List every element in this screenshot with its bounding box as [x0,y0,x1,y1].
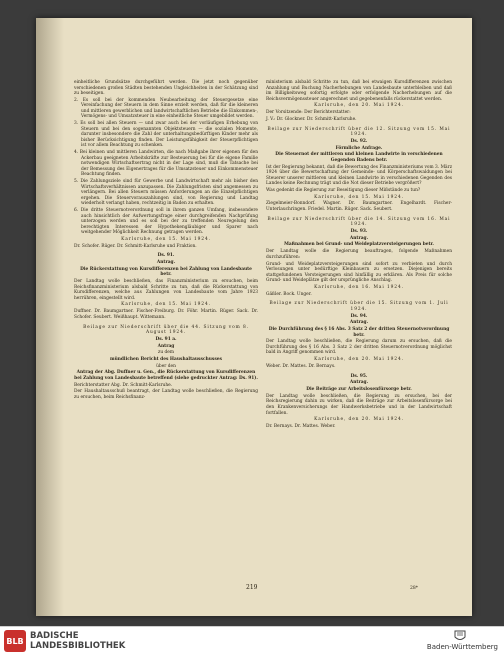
left-column [74,80,258,402]
paragraph: Berichterstatter Abg. Dr. Schmitt-Karlsruhe. [74,382,173,388]
paragraph: Grund- und Weideplatzversteigerungen sind sofort zu verbieten und durch Verlosungen unter bedürftige Kleinbauern zu ersetzen. Diejenigen bereits stattgefundenen Versteigerungen sind hinfällig zu erklären. Als Preis für solche Grund- und Weideplätze gilt der ursprüngliche Anschlag. [266,261,452,284]
section-heading: Die Steuernot der mittleren und kleinen Landwirte in verschiedenen Gegenden Badens betr. [275,152,443,163]
page-number: 219 [246,584,258,591]
section-heading: Die Rückerstattung von Kursdifferenzen bei Zahlung von Landesbaute betr. [80,266,252,278]
section-heading: Die Beiträge zur Arbeitslosenfürsorge betr. [306,387,412,393]
dateline: Karlsruhe, den 20. Mai 1924. [314,103,404,109]
dateline: Karlsruhe, den 20. Mai 1924. [314,417,404,423]
library-footer [0,626,504,655]
section-heading: Antrag. [349,380,369,386]
centered-line: über den [156,363,176,369]
printer-signature: 28* [410,586,418,591]
right-column [266,80,452,431]
centered-line: zu dem [158,350,174,356]
section-heading: Ds. 91 a. [155,336,177,342]
section-heading: Ds. 94. [350,313,368,319]
paragraph: J. V.: Dr. Glockner. Dr. Schmitt-Karlsruhe. [266,116,357,122]
document-page [36,18,472,616]
blb-logo[interactable]: BLB [4,630,26,652]
paragraph: Dr. Schofer. Rüger. Dr. Schmitt-Karlsruhe und Fraktion. [74,243,197,249]
section-heading: mündlichen Bericht des Haushaltausschusses [109,356,223,362]
section-heading: Ds. 91. [157,253,175,259]
dateline: Beilage zur Niederschrift über die 44. Sitzung vom 8. August 1924. [83,324,249,336]
paragraph: Der Vorsitzende: Der Berichterstatter: [266,110,351,116]
numbered-paragraph: 6. Die dritte Steuernotverordnung soll in ihrem ganzen Umfang, insbesondere auch hinsichtlich der Aufwertungsfrage einer durchgreifenden Nachprüfung unterzogen werden und es soll bei der zu treffenden Neuregelung den berechtigten Interessen der Hypothekengläubiger und Sparer nach weitgehender Möglichkeit Rechnung getragen werden. [74,207,258,236]
paragraph: Der Landtag wolle beschließen, die Regierung darum zu ersuchen, daß die Durchführung des § 16 Abs. 3 Satz 2 der dritten Steuernotverordnung möglichst bald in Angriff genommen wird. [266,339,452,356]
numbered-paragraph: 5. Die Zahlungsziele sind für Gewerbe und Landwirtschaft mehr als bisher den Wirtschaftsverhältnissen anzupassen. Die Zahlungsfristen sind angemessen zu verlängern. Bei allen Steuern müssen Anforderungen an die Einzelpflichtigen ergehen. Die Steuervorauszahlungen sind, von Regierung und Landtag wiederholt verlangt haben, rechtzeitig in Baden zu erhalten. [74,179,258,207]
section-heading: Ds. 93. [350,229,368,235]
paragraph: Ziegelmeier-Bonndorf. Wagner. Dr. Baumgartner. Engelhardt. Fischer-Unterlauchringen. Friedel. Martin. Rüger. Sack. Seubert. [266,201,452,212]
paragraph: Der Landtag wolle die Regierung beauftragen, folgende Maßnahmen durchzuführen: [266,249,452,260]
paragraph: Der Landtag wolle beschließen, das Finanzministerium zu ersuchen, beim Reichsfinanzministerium alsbald Schritte zu tun, daß die Rückerstattung von Kursdifferenzen, welche aus Zahlungen von Landesbaute vom Jahre 1923 herrühren, eingestellt wird. [74,279,258,301]
numbered-paragraph: 4. Bei kleinen und mittleren Landwirten, die nach Maßgabe ihrer eigenen für den Ackerbau geeigneten Arbeitskräfte zur Besteuerung bei für die eigene Familie notwendigen Wirtschaftsertrag nicht in der Lage sind, muß die Tatsache bei der Bemessung des Eigenertrages für die Umsatzsteuer und Einkommensteuer Beachtung finden. [74,150,258,178]
dateline: Karlsruhe, den 15. Mai 1924. [121,302,211,308]
section-heading: Antrag der Abg. Duffner u. Gen., die Rückerstattung von Kursdifferenzen bei Zahlung von Landesbaute betreffend (siehe gedruckter Antrag: Ds. 91). [74,370,258,381]
library-name-line2: LANDESBIBLIOTHEK [30,641,126,651]
paragraph: Duffner. Dr. Baumgartner. Fischer-Freiburg. Dr. Föhr. Martin. Rüger. Sack. Dr. Schofer. Seubert. Weißhaupt. Wittemann. [74,309,258,320]
numbered-paragraph: 3. Es soll bei allen Steuern — und zwar auch bei der vorläufigen Erhebung von Steuern und bei den sogenannten Objektsteuern — die sozialen Momente, darunter insbesondere die Zahl der unterhaltungsbedürftigen Kinder mehr als bisher Berücksichtigung finden. Der Leistungsfähigkeit der Steuerpflichtigen ist vor allem Beachtung zu schenken. [74,121,258,149]
coat-of-arms-icon [452,629,468,643]
paragraph: Ist der Regierung bekannt, daß die Bewertung des Finanzministeriums vom 3. März 1924 über die Bewertschaftung der Gemeinde- und Körperschaftswaldungen bei Steuerer unserer mittleren und kleinen Landwirte in verschiedenen Gegenden des Landes keine Rechnung trägt und die Not dieser Betriebe vergrößert? [266,164,452,187]
dateline: Beilage zur Niederschrift über die 12. Sitzung vom 15. Mai 1924. [267,126,451,138]
dateline: Beilage zur Niederschrift über die 14. Sitzung vom 16. Mai 1924. [267,216,451,228]
paragraph: Gäßler. Bock. Unger. [266,291,312,297]
dateline: Karlsruhe, den 15. Mai 1924. [314,194,404,200]
dateline: Karlsruhe, den 16. Mai 1924. [314,284,404,290]
paragraph: Was gedenkt die Regierung zur Beseitigung dieser Mißstände zu tun? [266,187,421,193]
region-label: Baden-Württemberg [426,643,498,651]
paragraph: Weber. Dr. Mattes. Dr. Bernays. [266,363,336,369]
paragraph: einheitliche Grundsätze durchgeführt werden. Die jetzt noch gegenüber verschiedenen großen Städten bestehenden Ungleichheiten in der Schätzung sind zu beseitigen. [74,80,258,97]
section-heading: Antrag. [349,235,369,241]
dateline: Karlsruhe, den 20. Mai 1924. [314,357,404,363]
section-heading: Ds. 95. [350,373,368,379]
section-heading: Ds. 92. [350,138,368,144]
numbered-paragraph: 2. Es soll bei der kommenden Neubearbeitung der Steuergesetze eine Vereinfachung der Steuern in dem Sinne erzielt werden, daß für die kleineren und mittleren gewerblichen und landwirtschaftlichen Betriebe die Einkommen-, Vermögens- und Umsatzsteuer in eine einheitliche Steuer umgebildet werden. [74,97,258,120]
section-heading: Die Durchführung des § 16 Abs. 3 Satz 2 der dritten Steuernotverordnung betr. [268,327,450,338]
library-name[interactable] [30,631,125,651]
library-name-line1: BADISCHE [30,631,79,641]
section-heading: Förmliche Anfrage. [335,145,383,151]
paragraph: Der Haushaltausschuß beantragt, der Landtag wolle beschließen, die Regierung zu ersuchen, beim Reichsfinanz- [74,389,258,401]
section-heading: Antrag. [349,320,369,326]
paragraph: ministerium alsbald Schritte zu tun, daß bei etwaigen Kursdifferenzen zwischen Anzahlung und Buchung Nacherhebungen von Landesbaute unterbleiben und daß im Billigkeitsweg sofortig erfolgte oder erfolgende Nacherhebungen auf die Reichsvermögenssteuer angerechnet und gegebenenfalls rückerstattet werden. [266,80,452,102]
dateline: Beilage zur Niederschrift über die 15. Sitzung vom 1. Juli 1924. [269,301,449,312]
paragraph: Dr. Bernays. Dr. Mattes. Weber. [266,423,336,429]
section-heading: Antrag [157,343,175,349]
dateline: Karlsruhe, den 15. Mai 1924. [121,236,211,242]
paragraph: Der Landtag wolle beschließen, die Regierung zu ersuchen, bei der Reichsregierung dahin zu wirken, daß die Beiträge zur Arbeitslosenfürsorge bei den Krankenversicherungs der Handwerksbetriebe und in der Landwirtschaft fortfallen. [266,393,452,416]
section-heading: Antrag. [156,260,176,266]
section-heading: Maßnahmen bei Grund- und Weideplatzversteigerungen betr. [284,242,434,248]
